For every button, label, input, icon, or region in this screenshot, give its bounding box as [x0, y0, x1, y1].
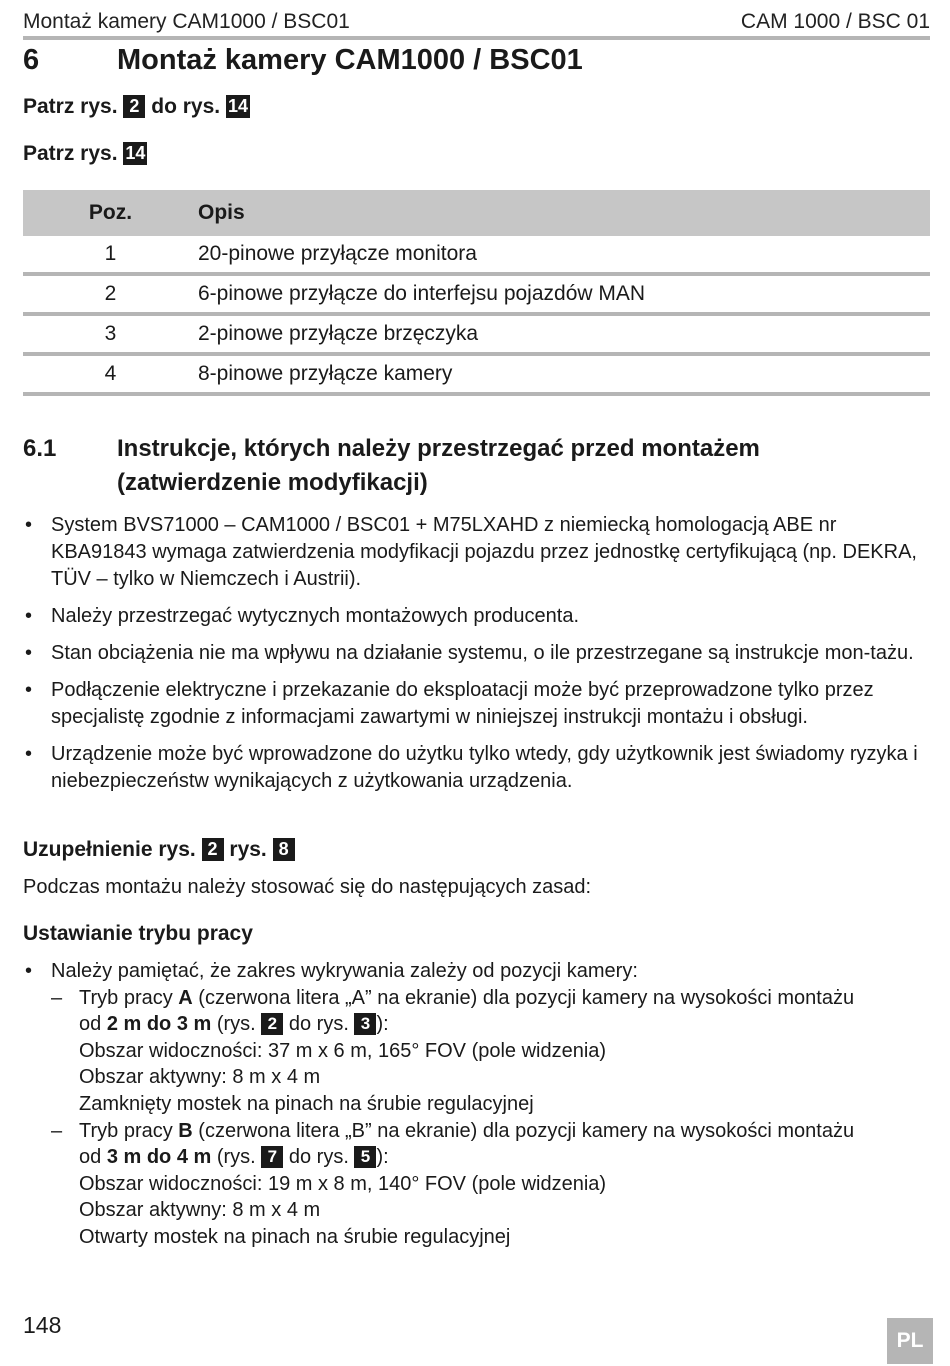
ref-mid: do rys.	[151, 95, 221, 118]
section-title-text: Instrukcje, których należy przestrzegać przed montażem (zatwierdzenie modyfikacji)	[117, 435, 760, 496]
mode-do: do rys.	[283, 1013, 355, 1036]
cell-pos: 3	[23, 314, 198, 354]
supplement-heading	[23, 838, 295, 862]
mode-b-item	[23, 1118, 930, 1171]
figure-ref-badge: 7	[261, 1146, 283, 1168]
table-header-row	[23, 190, 930, 236]
table-row	[23, 274, 930, 314]
mode-rys: (rys.	[211, 1146, 262, 1169]
running-header-left: Montaż kamery CAM1000 / BSC01	[23, 10, 350, 33]
section-number: 6.1	[23, 435, 57, 462]
figure-ref-badge: 2	[202, 838, 224, 861]
requirements-list	[23, 512, 930, 805]
operating-mode-block	[23, 958, 930, 1251]
mode-desc: (czerwona litera „A” na ekranie) dla pozycji kamery na wysokości montażu	[192, 986, 855, 1009]
figure-ref-badge: 3	[354, 1013, 376, 1035]
mode-od: od	[79, 1146, 107, 1169]
running-header-right: CAM 1000 / BSC 01	[740, 10, 930, 33]
cell-pos: 4	[23, 354, 198, 394]
document-page	[23, 0, 930, 1366]
table-row	[23, 354, 930, 394]
running-header	[23, 8, 930, 40]
list-item: • System BVS71000 – CAM1000 / BSC01 + M75LXAHD z niemiecką homologacją ABE nr KBA91843 wymaga zatwierdzenia modyfikacji pojazdu przez jednostkę certyfikującą (np. DEKRA, TÜV – tylko w Niemczech i Austrii).	[23, 512, 930, 593]
chapter-title	[23, 44, 583, 77]
mode-a-line: Obszar aktywny: 8 m x 4 m	[79, 1066, 321, 1089]
supplement-text: Podczas montażu należy stosować się do następujących zasad:	[23, 876, 592, 898]
figure-ref-badge: 14	[227, 96, 248, 116]
figure-ref-badge: 5	[354, 1146, 376, 1168]
figure-ref-badge: 14	[125, 143, 146, 163]
mode-desc: (czerwona litera „B” na ekranie) dla pozycji kamery na wysokości montażu	[192, 1119, 855, 1142]
figure-reference-line	[23, 95, 250, 119]
ref-prefix: Patrz rys.	[23, 95, 118, 118]
mode-range: 2 m do 3 m	[106, 1013, 212, 1036]
mode-intro: • Należy pamiętać, że zakres wykrywania zależy od pozycji kamery:	[23, 958, 930, 985]
operating-mode-heading: Ustawianie trybu pracy	[23, 922, 253, 945]
list-item: • Podłączenie elektryczne i przekazanie do eksploatacji może być przeprowadzone tylko przez specjalistę zgodnie z informacjami zawartymi w niniejszej instrukcji montażu i obsługi.	[23, 677, 930, 731]
figure-ref-badge: 2	[123, 95, 145, 118]
mode-b-line: Obszar aktywny: 8 m x 4 m	[79, 1199, 321, 1222]
table-row	[23, 236, 930, 274]
cell-desc: 8-pinowe przyłącze kamery	[198, 354, 930, 394]
page-number: 148	[23, 1312, 62, 1338]
cell-desc: 6-pinowe przyłącze do interfejsu pojazdów MAN	[198, 274, 930, 314]
mode-range: 3 m do 4 m	[106, 1146, 212, 1169]
mode-od: od	[79, 1013, 107, 1036]
mode-do: do rys.	[283, 1146, 355, 1169]
supplement-mid: rys.	[229, 838, 267, 861]
language-badge: PL	[887, 1318, 933, 1364]
list-item: • Urządzenie może być wprowadzone do użytku tylko wtedy, gdy użytkownik jest świadomy ryzyka i niebezpieczeństw wynikających z użytkowania urządzenia.	[23, 741, 930, 795]
mode-close: ):	[376, 1013, 389, 1036]
column-header-desc: Opis	[198, 190, 930, 236]
figure-reference-line-2	[23, 142, 147, 166]
mode-letter: B	[178, 1119, 193, 1142]
cell-pos: 1	[23, 236, 198, 274]
figure-ref-badge: 8	[273, 838, 295, 861]
column-header-pos: Poz.	[23, 190, 198, 236]
supplement-prefix: Uzupełnienie rys.	[23, 838, 196, 861]
mode-lead: Tryb pracy	[79, 1119, 179, 1142]
mode-a-line: Obszar widoczności: 37 m x 6 m, 165° FOV (pole widzenia)	[79, 1039, 607, 1062]
list-item: • Stan obciążenia nie ma wpływu na działanie systemu, o ile przestrzegane są instrukcje mon-tażu.	[23, 640, 930, 667]
list-item: • Należy przestrzegać wytycznych montażowych producenta.	[23, 603, 930, 630]
chapter-title-text: Montaż kamery CAM1000 / BSC01	[117, 44, 583, 76]
cell-pos: 2	[23, 274, 198, 314]
mode-a-line: Zamknięty mostek na pinach na śrubie regulacyjnej	[79, 1092, 534, 1115]
mode-rys: (rys.	[211, 1013, 262, 1036]
mode-letter: A	[178, 986, 193, 1009]
mode-b-line: Otwarty mostek na pinach na śrubie regulacyjnej	[79, 1225, 511, 1248]
mode-a-item	[23, 985, 930, 1038]
mode-close: ):	[376, 1146, 389, 1169]
ref-prefix: Patrz rys.	[23, 142, 118, 165]
figure-ref-badge: 2	[261, 1013, 283, 1035]
connector-table	[23, 190, 930, 396]
chapter-number: 6	[23, 44, 40, 76]
cell-desc: 2-pinowe przyłącze brzęczyka	[198, 314, 930, 354]
mode-lead: Tryb pracy	[79, 986, 179, 1009]
table-row	[23, 314, 930, 354]
cell-desc: 20-pinowe przyłącze monitora	[198, 236, 930, 274]
mode-b-line: Obszar widoczności: 19 m x 8 m, 140° FOV (pole widzenia)	[79, 1172, 607, 1195]
